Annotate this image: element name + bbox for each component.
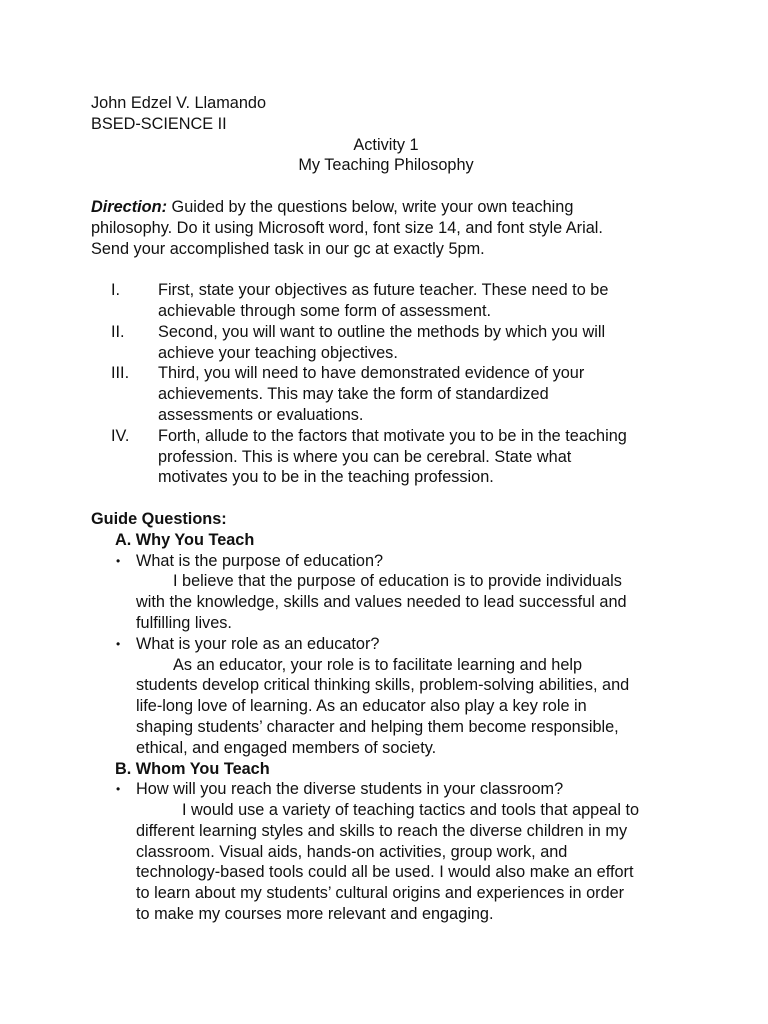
document-page — [91, 93, 681, 925]
direction-text-1: Guided by the questions below, write your own teaching — [167, 197, 574, 216]
item-number: IV. — [111, 426, 130, 445]
numbered-item-4 — [91, 426, 681, 488]
item-number: I. — [111, 281, 121, 300]
numbered-item-2 — [91, 322, 681, 364]
item-line: Third, you will need to have demonstrated evidence of your — [158, 364, 585, 383]
answer-line: with the knowledge, skills and values needed to lead successful and — [136, 593, 627, 612]
numbered-item-1 — [91, 280, 681, 322]
answer-line: students develop critical thinking skills, problem-solving abilities, and — [136, 676, 630, 695]
direction-line-1 — [91, 197, 681, 218]
question-text: How will you reach the diverse students in your classroom? — [136, 780, 564, 799]
item-line: First, state your objectives as future teacher. These need to be — [158, 281, 609, 300]
answer-line: different learning styles and skills to reach the diverse children in my — [136, 821, 628, 840]
answer-line: I would use a variety of teaching tactics and tools that appeal to — [182, 801, 640, 820]
answer-line: classroom. Visual aids, hands-on activities, group work, and — [136, 842, 568, 861]
item-line: profession. This is where you can be cerebral. State what — [158, 447, 572, 466]
answer-line: I believe that the purpose of education is to provide individuals — [173, 572, 622, 591]
item-number: II. — [111, 322, 125, 341]
section-a-heading: A. Why You Teach — [115, 530, 255, 549]
answer-1 — [91, 571, 681, 633]
question-3 — [91, 779, 681, 800]
answer-line: to make my courses more relevant and engaging. — [136, 905, 494, 924]
direction-line-3: Send your accomplished task in our gc at exactly 5pm. — [91, 239, 485, 258]
item-line: Forth, allude to the factors that motivate you to be in the teaching — [158, 426, 627, 445]
answer-3 — [91, 800, 681, 925]
item-line: achievable through some form of assessment. — [158, 301, 492, 320]
answer-line: to learn about my students’ cultural origins and experiences in order — [136, 884, 625, 903]
item-line: assessments or evaluations. — [158, 405, 364, 424]
guide-questions-heading: Guide Questions: — [91, 509, 227, 528]
answer-2 — [91, 655, 681, 759]
student-name: John Edzel V. Llamando — [91, 94, 266, 112]
answer-line: life-long love of learning. As an educator also play a key role in — [136, 697, 587, 716]
item-number: III. — [111, 364, 130, 383]
bullet-icon: • — [116, 782, 121, 797]
direction-label: Direction: — [91, 197, 167, 216]
answer-line: As an educator, your role is to facilitate learning and help — [173, 655, 583, 674]
answer-line: ethical, and engaged members of society. — [136, 738, 437, 757]
course-section: BSED-SCIENCE II — [91, 114, 227, 133]
question-text: What is the purpose of education? — [136, 551, 384, 570]
activity-title: My Teaching Philosophy — [298, 156, 474, 175]
bullet-icon: • — [116, 636, 121, 651]
question-1 — [91, 551, 681, 572]
direction-line-2: philosophy. Do it using Microsoft word, font size 14, and font style Arial. — [91, 218, 603, 237]
item-line: achievements. This may take the form of standardized — [158, 385, 549, 404]
question-2 — [91, 634, 681, 655]
question-text: What is your role as an educator? — [136, 634, 380, 653]
bullet-icon: • — [116, 553, 121, 568]
answer-line: fulfilling lives. — [136, 613, 232, 632]
activity-number: Activity 1 — [353, 135, 419, 154]
numbered-item-3 — [91, 363, 681, 425]
answer-line: technology-based tools could all be used. I would also make an effort — [136, 863, 634, 882]
item-line: achieve your teaching objectives. — [158, 343, 398, 362]
item-line: motivates you to be in the teaching profession. — [158, 468, 494, 487]
item-line: Second, you will want to outline the methods by which you will — [158, 322, 606, 341]
section-b-heading: B. Whom You Teach — [115, 759, 270, 778]
answer-line: shaping students’ character and helping them become responsible, — [136, 717, 619, 736]
